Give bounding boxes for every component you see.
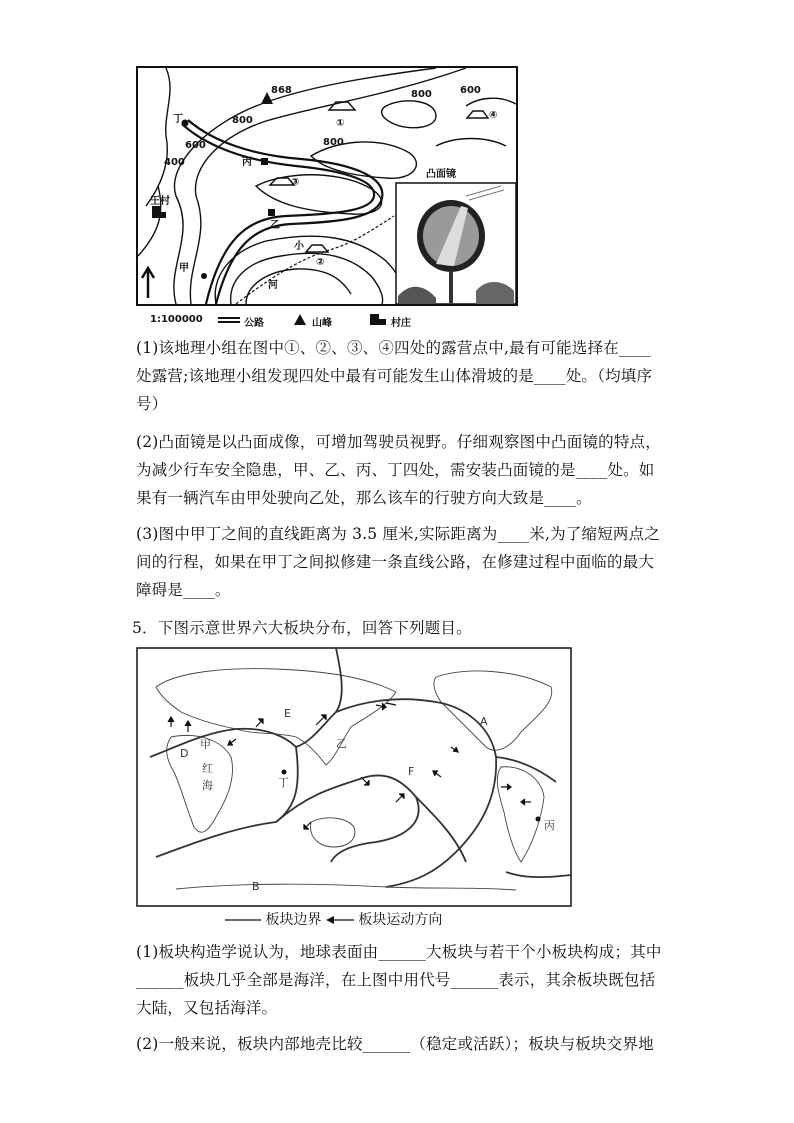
motion-legend-label: 板块运动方向 bbox=[358, 912, 443, 928]
question-5-1: (1)板块构造学说认为，地球表面由______大板块与若干个小板块构成；其中______板块几乎全部是海洋，在上图中用代号______表示，其余板块既包括大陆，又包括海洋。 bbox=[136, 943, 662, 1017]
road-legend-label: 公路 bbox=[244, 318, 264, 329]
point-jia bbox=[201, 273, 207, 279]
label-red-sea-2: 海 bbox=[202, 779, 213, 792]
plate-map bbox=[136, 647, 572, 907]
contour-label: 800 bbox=[411, 89, 432, 100]
contour-label: 600 bbox=[460, 85, 481, 96]
label-yi: 乙 bbox=[270, 220, 280, 231]
site-2: ② bbox=[316, 257, 325, 268]
boundary-legend-icon bbox=[225, 916, 261, 924]
site-3: ③ bbox=[291, 177, 300, 188]
label-yi-plate: 乙 bbox=[336, 737, 347, 750]
convex-mirror-photo bbox=[396, 183, 516, 304]
point-ding-plate bbox=[282, 770, 287, 775]
label-wangcun: 王村 bbox=[150, 196, 170, 207]
plate-label-f: F bbox=[408, 765, 415, 778]
peak-elevation: 868 bbox=[271, 85, 292, 96]
label-jia: 甲 bbox=[179, 263, 189, 274]
contour-label: 800 bbox=[323, 137, 344, 148]
question-2: (2)凸面镜是以凸面成像，可增加驾驶员视野。仔细观察图中凸面镜的特点，为减少行车安全隐患，甲、乙、丙、丁四处，需安装凸面镜的是____处。如果有一辆汽车由甲处驶向乙处，那么该车的行驶方向大致是____。 bbox=[136, 433, 661, 507]
plate-label-e: E bbox=[284, 707, 291, 720]
peak-legend-icon bbox=[294, 314, 306, 325]
label-ding: 丁 bbox=[173, 114, 183, 125]
question-3: (3)图中甲丁之间的直线距离为 3.5 厘米,实际距离为____米,为了缩短两点之间的行程，如果在甲丁之间拟修建一条直线公路，在修建过程中面临的最大障碍是____。 bbox=[136, 525, 661, 599]
label-bing: 丙 bbox=[242, 157, 252, 168]
label-he: 河 bbox=[268, 280, 278, 291]
question-1: (1)该地理小组在图中①、②、③、④四处的露营点中,最有可能选择在____处露营;该地理小组发现四处中最有可能发生山体滑坡的是____处。（均填序号） bbox=[136, 339, 653, 413]
site-4: ④ bbox=[489, 110, 498, 121]
road-legend-icon bbox=[218, 315, 240, 325]
contour-map bbox=[136, 66, 518, 306]
boundary-legend-label: 板块边界 bbox=[265, 912, 322, 928]
scale-text: 1:100000 bbox=[150, 314, 203, 325]
village-legend-icon bbox=[370, 314, 386, 325]
site-1: ① bbox=[336, 118, 345, 129]
point-bing bbox=[261, 158, 268, 165]
contour-label: 600 bbox=[185, 140, 206, 151]
map2-legend bbox=[225, 909, 442, 929]
motion-arrow-legend-icon bbox=[326, 915, 354, 925]
plate-label-b: B bbox=[252, 880, 260, 893]
village-legend-label: 村庄 bbox=[391, 318, 411, 329]
peak-legend-label: 山峰 bbox=[312, 318, 332, 329]
plate-label-d: D bbox=[180, 747, 189, 760]
contour-label: 800 bbox=[232, 115, 253, 126]
question-5-title: 5．下图示意世界六大板块分布，回答下列题目。 bbox=[132, 619, 472, 637]
contour-label: 400 bbox=[164, 157, 185, 168]
label-jia-plate: 甲 bbox=[200, 738, 211, 751]
label-xiao: 小 bbox=[294, 241, 304, 252]
label-bing-plate: 丙 bbox=[544, 819, 555, 832]
plate-label-a: A bbox=[480, 715, 488, 728]
point-bing-plate bbox=[536, 817, 541, 822]
question-5-2: (2)一般来说，板块内部地壳比较______（稳定或活跃）；板块与板块交界地 bbox=[136, 1035, 654, 1053]
label-ding-plate: 丁 bbox=[278, 776, 289, 789]
label-red-sea-1: 红 bbox=[202, 762, 213, 775]
mirror-title: 凸面镜 bbox=[426, 169, 456, 180]
point-yi bbox=[268, 209, 275, 216]
